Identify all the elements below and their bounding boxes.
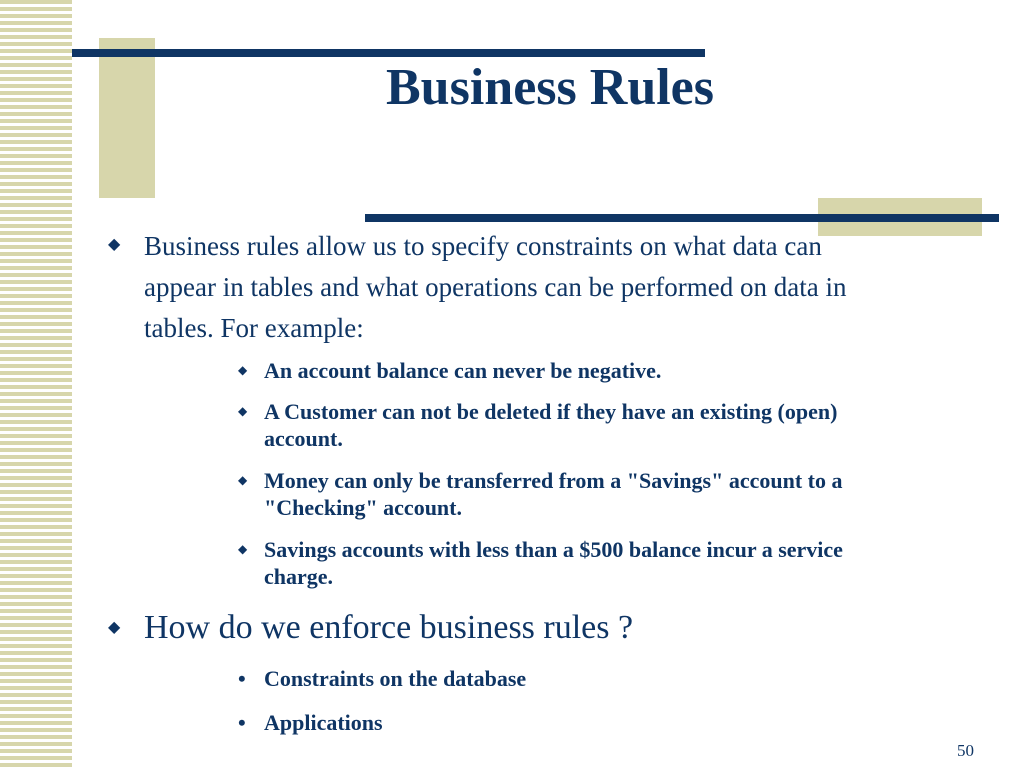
dot-bullet-icon: •: [238, 666, 246, 691]
diamond-bullet-icon: ◆: [108, 236, 121, 253]
sub-bullet-text: Savings accounts with less than a $500 balance incur a service charge.: [264, 537, 843, 589]
diamond-bullet-icon: ◆: [108, 619, 121, 636]
diamond-bullet-icon: ◆: [238, 473, 248, 487]
diamond-bullet-icon: ◆: [238, 404, 248, 418]
bullet-text: How do we enforce business rules ?: [144, 609, 634, 646]
sub-bullet-text: A Customer can not be deleted if they have an existing (open) account.: [264, 399, 838, 451]
slide-title: Business Rules: [386, 59, 714, 116]
sub-bullet-item: [238, 398, 878, 452]
sub-bullet-item: [238, 467, 878, 521]
sub-bullet-item: [238, 709, 878, 736]
sub-bullet-text: Applications: [264, 710, 383, 735]
sub-bullet-text: An account balance can never be negative.: [264, 358, 662, 383]
diamond-bullet-icon: ◆: [238, 363, 248, 377]
page-number: 50: [957, 741, 974, 760]
title-rule-bottom: [365, 214, 999, 222]
diamond-bullet-icon: ◆: [238, 542, 248, 556]
left-striped-margin: [0, 0, 72, 768]
sub-bullet-item: [238, 665, 878, 692]
dot-bullet-icon: •: [238, 710, 246, 735]
bullet-text: Business rules allow us to specify constraints on what data can appear in tables and what operations can be performed on data in tables. For example:: [144, 231, 847, 343]
bullet-item: [108, 608, 888, 648]
sub-bullet-item: [238, 536, 878, 590]
sub-bullet-item: [238, 357, 878, 384]
title-accent-block: [99, 38, 155, 198]
title-container: [330, 58, 770, 118]
sub-bullet-text: Money can only be transferred from a "Savings" account to a "Checking" account.: [264, 468, 843, 520]
title-rule-top: [72, 49, 705, 57]
bullet-item: [108, 226, 888, 349]
sub-bullet-text: Constraints on the database: [264, 666, 527, 691]
